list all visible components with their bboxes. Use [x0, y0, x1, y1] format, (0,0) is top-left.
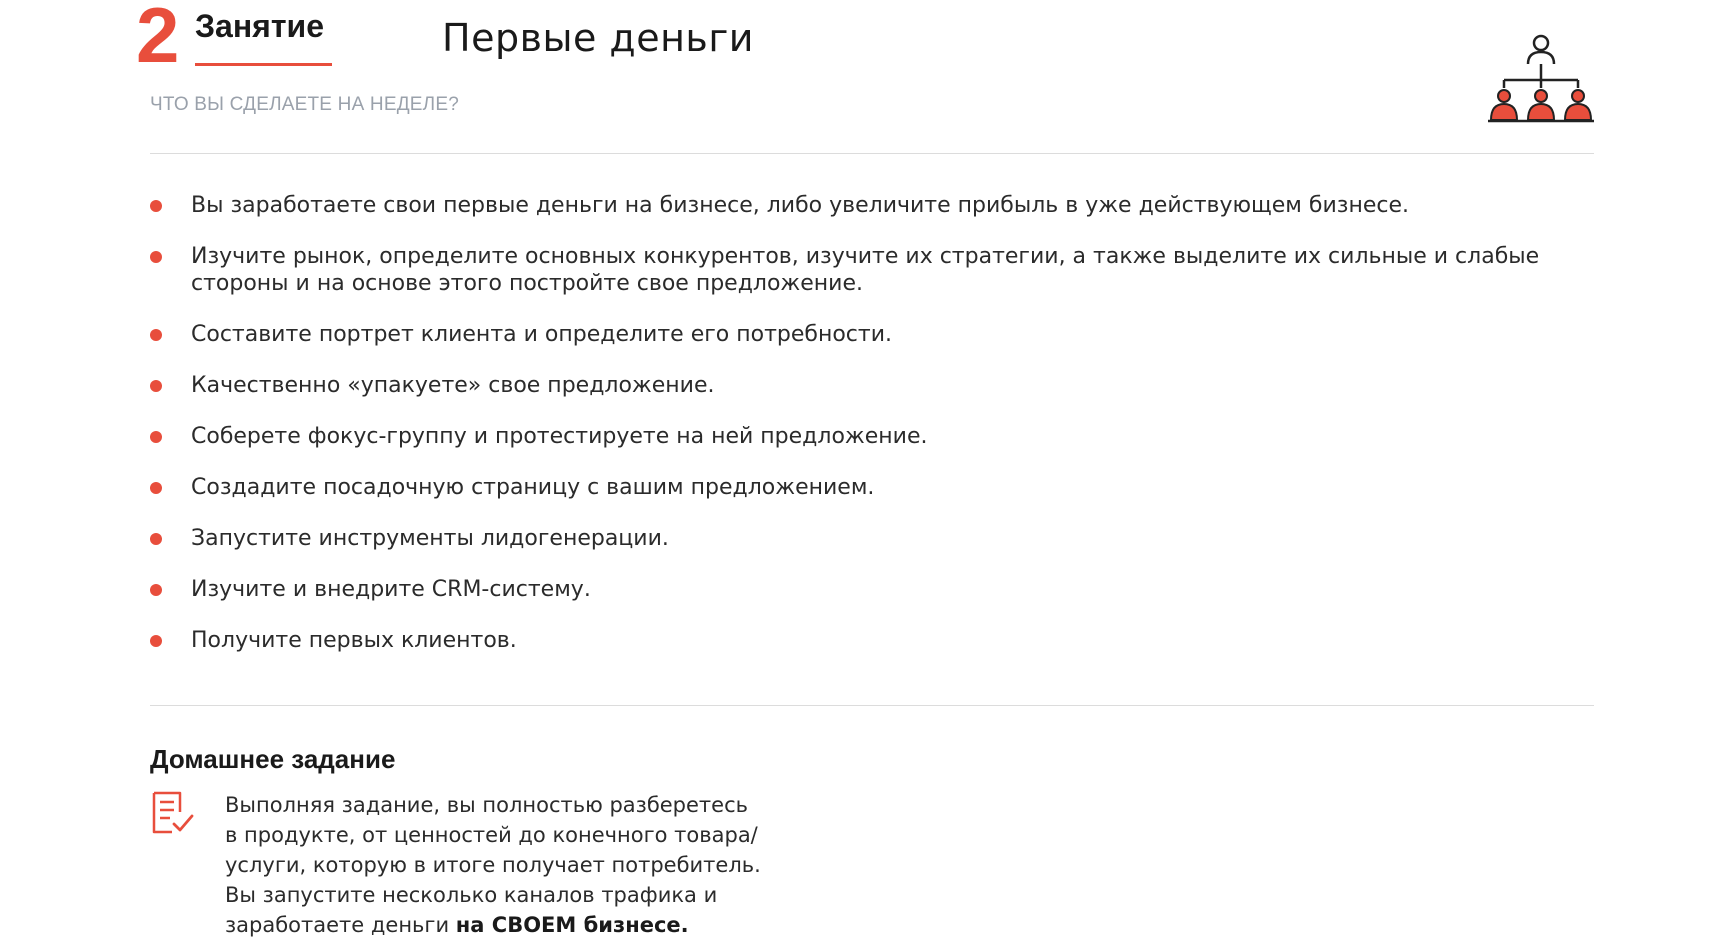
homework-text: Выполняя задание, вы полностью разберетесь в продукте, от ценностей до конечного товара/ услуги, которую в итоге получает потребитель. Вы запустите несколько каналов трафика и заработаете деньги — [225, 793, 761, 937]
bullet-dot — [150, 329, 162, 341]
lesson-label-underline — [195, 63, 332, 66]
outcome-text: Качественно «упакуете» свое предложение. — [191, 373, 715, 398]
list-item — [150, 192, 1594, 219]
homework-description — [225, 790, 765, 940]
bullet-dot — [150, 200, 162, 212]
list-item — [150, 627, 1594, 654]
list-item — [150, 474, 1594, 501]
list-item — [150, 321, 1594, 348]
bullet-dot — [150, 635, 162, 647]
lesson-number: 2 — [136, 0, 178, 79]
outcomes-list — [150, 192, 1594, 678]
bullet-dot — [150, 380, 162, 392]
hierarchy-team-icon — [1486, 30, 1596, 130]
bullet-dot — [150, 431, 162, 443]
bottom-divider — [150, 705, 1594, 706]
homework-heading: Домашнее задание — [150, 744, 396, 774]
outcome-text: Соберете фокус-группу и протестируете на ней предложение. — [191, 424, 928, 449]
outcome-text: Получите первых клиентов. — [191, 628, 517, 653]
checklist-document-icon — [150, 790, 196, 836]
homework-emphasis: на СВОЕМ бизнесе. — [455, 913, 689, 937]
outcome-text: Создадите посадочную страницу с вашим предложением. — [191, 475, 875, 500]
list-item — [150, 576, 1594, 603]
top-divider — [150, 153, 1594, 154]
outcome-text: Изучите рынок, определите основных конкурентов, изучите их стратегии, а также выделите их сильные и слабые стороны и на основе этого постройте свое предложение. — [191, 244, 1540, 296]
page-title: Первые деньги — [442, 16, 754, 60]
bullet-dot — [150, 533, 162, 545]
bullet-dot — [150, 251, 162, 263]
week-caption: ЧТО ВЫ СДЕЛАЕТЕ НА НЕДЕЛЕ? — [150, 94, 459, 115]
lesson-label: Занятие — [195, 8, 324, 44]
list-item — [150, 525, 1594, 552]
outcome-text: Вы заработаете свои первые деньги на бизнесе, либо увеличите прибыль в уже действующем бизнесе. — [191, 193, 1409, 218]
bullet-dot — [150, 584, 162, 596]
outcome-text: Составите портрет клиента и определите его потребности. — [191, 322, 893, 347]
list-item — [150, 243, 1594, 297]
list-item — [150, 372, 1594, 399]
outcome-text: Изучите и внедрите CRM-систему. — [191, 577, 591, 602]
list-item — [150, 423, 1594, 450]
outcome-text: Запустите инструменты лидогенерации. — [191, 526, 669, 551]
bullet-dot — [150, 482, 162, 494]
